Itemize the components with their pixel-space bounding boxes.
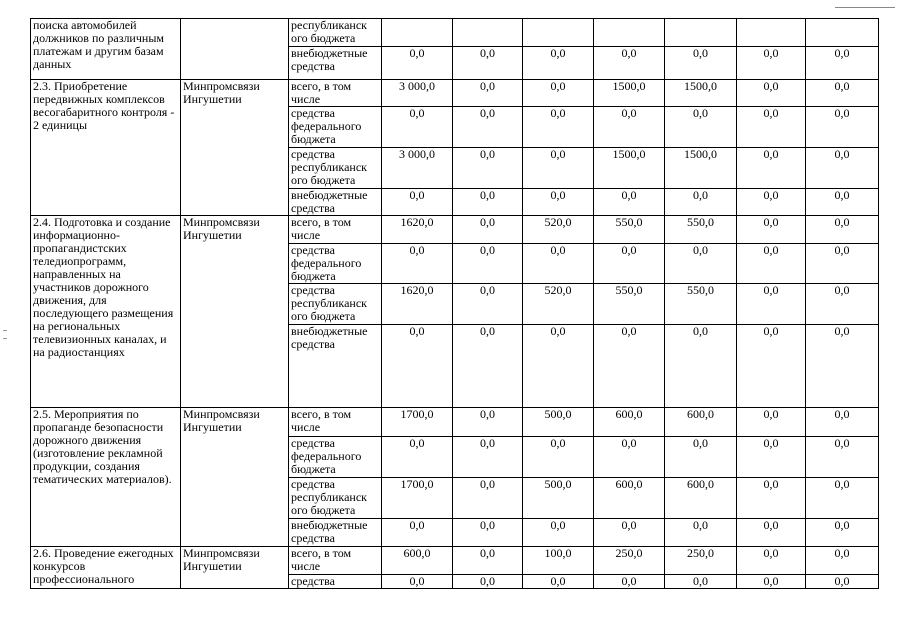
funding-source-cell: всего, в том числе [289,408,382,437]
amount-cell: 550,0 [594,216,665,244]
measure-name-cell: 2.5. Мероприятия по пропаганде безопасности дорожного движения (изготовление рекламной продукции, создания тематических материалов). [31,408,181,547]
measure-name-cell: 2.6. Проведение ежегодных конкурсов профессионального [31,547,181,589]
amount-cell: 550,0 [665,216,737,244]
funding-source-cell: средства федерального бюджета [289,437,382,478]
executor-cell: Минпромсвязи Ингушетии [181,216,289,408]
amount-cell: 0,0 [453,575,523,589]
amount-cell [806,19,879,47]
amount-cell: 0,0 [453,47,523,80]
executor-cell: Минпромсвязи Ингушетии [181,547,289,589]
amount-cell: 0,0 [453,547,523,575]
amount-cell: 3 000,0 [382,148,453,189]
amount-cell: 0,0 [737,216,806,244]
amount-cell: 0,0 [806,408,879,437]
amount-cell: 0,0 [382,437,453,478]
amount-cell: 0,0 [806,189,879,216]
amount-cell: 0,0 [806,478,879,519]
amount-cell [665,19,737,47]
amount-cell: 0,0 [523,244,594,284]
amount-cell: 0,0 [806,107,879,148]
funding-table [30,18,879,589]
amount-cell: 0,0 [665,519,737,547]
amount-cell: 0,0 [737,547,806,575]
amount-cell: 550,0 [594,284,665,325]
amount-cell: 0,0 [737,148,806,189]
amount-cell: 0,0 [382,575,453,589]
amount-cell: 0,0 [806,244,879,284]
amount-cell: 0,0 [453,189,523,216]
amount-cell: 520,0 [523,284,594,325]
amount-cell: 0,0 [806,47,879,80]
amount-cell: 0,0 [737,575,806,589]
page-edge-mark [835,7,895,8]
amount-cell: 0,0 [523,519,594,547]
amount-cell: 500,0 [523,408,594,437]
funding-source-cell: всего, в том числе [289,216,382,244]
amount-cell: 0,0 [523,325,594,408]
amount-cell: 0,0 [737,519,806,547]
amount-cell: 600,0 [594,478,665,519]
amount-cell: 0,0 [594,519,665,547]
amount-cell: 0,0 [665,189,737,216]
amount-cell [382,19,453,47]
amount-cell: 0,0 [523,437,594,478]
funding-source-cell: внебюджетные средства [289,47,382,80]
funding-source-cell: средства республиканск ого бюджета [289,148,382,189]
funding-source-cell: средства республиканск ого бюджета [289,478,382,519]
amount-cell: 0,0 [806,519,879,547]
amount-cell: 0,0 [453,478,523,519]
amount-cell: 0,0 [737,408,806,437]
amount-cell: 600,0 [594,408,665,437]
amount-cell: 0,0 [523,107,594,148]
amount-cell: 0,0 [594,189,665,216]
amount-cell [523,19,594,47]
amount-cell: 0,0 [806,148,879,189]
table-row [31,19,879,47]
amount-cell: 0,0 [665,575,737,589]
amount-cell: 0,0 [665,437,737,478]
amount-cell: 0,0 [806,325,879,408]
amount-cell: 0,0 [594,325,665,408]
amount-cell [737,19,806,47]
executor-cell: Минпромсвязи Ингушетии [181,408,289,547]
amount-cell: 0,0 [382,107,453,148]
measure-name-cell: поиска автомобилей должников по различным платежам и другим базам данных [31,19,181,80]
funding-source-cell: средства республиканск ого бюджета [289,284,382,325]
amount-cell: 0,0 [737,107,806,148]
amount-cell: 0,0 [737,80,806,107]
amount-cell: 0,0 [665,47,737,80]
amount-cell: 1700,0 [382,408,453,437]
amount-cell: 0,0 [737,189,806,216]
amount-cell: 0,0 [382,244,453,284]
amount-cell: 0,0 [594,47,665,80]
amount-cell: 1500,0 [665,148,737,189]
table-row [31,408,879,437]
funding-source-cell: внебюджетные средства [289,325,382,408]
amount-cell: 0,0 [806,216,879,244]
amount-cell: 500,0 [523,478,594,519]
amount-cell: 0,0 [737,284,806,325]
table-row [31,216,879,244]
amount-cell: 0,0 [453,519,523,547]
amount-cell: 0,0 [453,107,523,148]
amount-cell: 1500,0 [594,148,665,189]
amount-cell: 0,0 [665,107,737,148]
amount-cell: 0,0 [382,519,453,547]
amount-cell: 0,0 [737,47,806,80]
amount-cell: 600,0 [665,408,737,437]
amount-cell: 0,0 [453,325,523,408]
amount-cell: 1500,0 [665,80,737,107]
margin-tick [3,330,7,331]
amount-cell: 0,0 [737,325,806,408]
funding-source-cell: всего, в том числе [289,80,382,107]
amount-cell: 0,0 [453,80,523,107]
amount-cell: 0,0 [453,437,523,478]
executor-cell [181,19,289,80]
amount-cell: 0,0 [453,244,523,284]
amount-cell: 0,0 [382,325,453,408]
amount-cell: 0,0 [523,575,594,589]
funding-source-cell: средства [289,575,382,589]
amount-cell: 0,0 [382,47,453,80]
amount-cell: 0,0 [382,189,453,216]
executor-cell: Минпромсвязи Ингушетии [181,80,289,216]
amount-cell: 550,0 [665,284,737,325]
amount-cell: 0,0 [806,575,879,589]
funding-source-cell: республиканск ого бюджета [289,19,382,47]
amount-cell: 0,0 [523,47,594,80]
amount-cell: 0,0 [806,547,879,575]
amount-cell: 1500,0 [594,80,665,107]
funding-source-cell: средства федерального бюджета [289,244,382,284]
amount-cell: 0,0 [453,148,523,189]
funding-source-cell: внебюджетные средства [289,189,382,216]
amount-cell: 0,0 [594,107,665,148]
amount-cell: 1700,0 [382,478,453,519]
table-row [31,80,879,107]
amount-cell: 0,0 [737,437,806,478]
amount-cell: 600,0 [382,547,453,575]
amount-cell [594,19,665,47]
measure-name-cell: 2.4. Подготовка и создание информационно-пропагандистских теледиопрограмм, направленных на участников дорожного движения, для последующего размещения на региональных телевизионных каналах, и на радиостанциях [31,216,181,408]
amount-cell: 0,0 [806,80,879,107]
amount-cell [453,19,523,47]
amount-cell: 1620,0 [382,216,453,244]
amount-cell: 3 000,0 [382,80,453,107]
funding-source-cell: всего, в том числе [289,547,382,575]
amount-cell: 0,0 [594,437,665,478]
amount-cell: 250,0 [665,547,737,575]
amount-cell: 0,0 [737,478,806,519]
amount-cell: 100,0 [523,547,594,575]
amount-cell: 0,0 [453,284,523,325]
amount-cell: 0,0 [806,437,879,478]
amount-cell: 0,0 [523,148,594,189]
measure-name-cell: 2.3. Приобретение передвижных комплексов весогабаритного контроля - 2 единицы [31,80,181,216]
amount-cell: 0,0 [594,575,665,589]
amount-cell: 520,0 [523,216,594,244]
funding-source-cell: внебюджетные средства [289,519,382,547]
amount-cell: 600,0 [665,478,737,519]
amount-cell: 0,0 [594,244,665,284]
table-row [31,547,879,575]
amount-cell: 250,0 [594,547,665,575]
margin-tick [3,338,7,339]
amount-cell: 0,0 [453,216,523,244]
amount-cell: 0,0 [806,284,879,325]
amount-cell: 0,0 [665,244,737,284]
amount-cell: 1620,0 [382,284,453,325]
amount-cell: 0,0 [523,189,594,216]
amount-cell: 0,0 [665,325,737,408]
amount-cell: 0,0 [737,244,806,284]
amount-cell: 0,0 [453,408,523,437]
funding-source-cell: средства федерального бюджета [289,107,382,148]
amount-cell: 0,0 [523,80,594,107]
